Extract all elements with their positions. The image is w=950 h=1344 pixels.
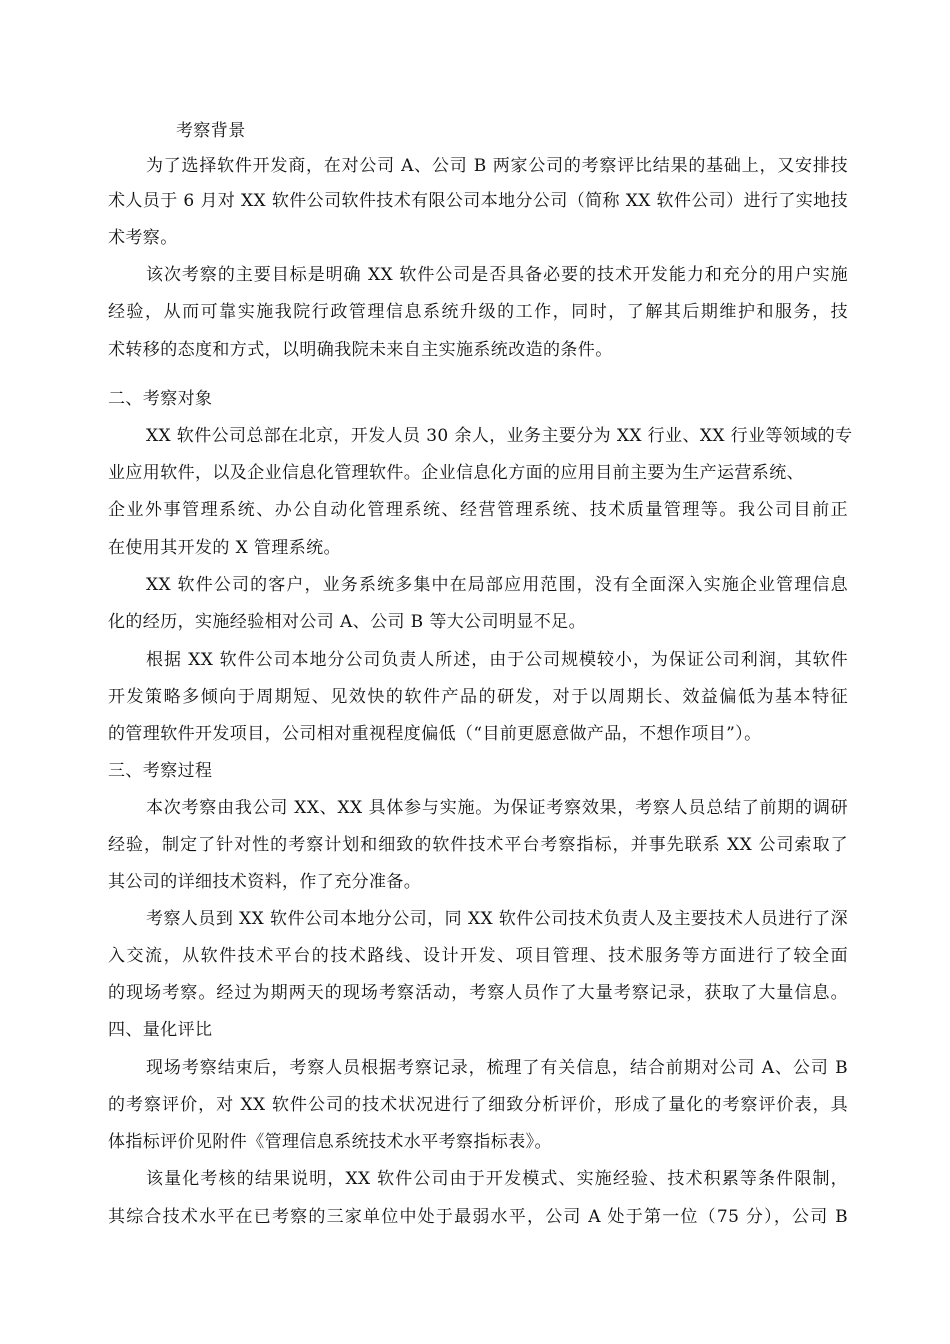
paragraph-line: 现场考察结束后，考察人员根据考察记录，梳理了有关信息，结合前期对公司 A、公司 B	[146, 1058, 848, 1078]
section-heading-process: 三、考察过程	[108, 761, 213, 781]
paragraph-line: 术人员于 6 月对 XX 软件公司软件技术有限公司本地分公司（简称 XX 软件公司）进行了实地技	[108, 191, 848, 211]
paragraph-line: 该次考察的主要目标是明确 XX 软件公司是否具备必要的技术开发能力和充分的用户实施	[146, 265, 848, 285]
paragraph-line: 为了选择软件开发商，在对公司 A、公司 B 两家公司的考察评比结果的基础上，又安排技	[146, 156, 848, 176]
section-heading-background: 考察背景	[176, 121, 246, 141]
paragraph-line: 该量化考核的结果说明，XX 软件公司由于开发模式、实施经验、技术积累等条件限制，	[146, 1169, 848, 1189]
paragraph-line: XX 软件公司的客户，业务系统多集中在局部应用范围，没有全面深入实施企业管理信息	[146, 575, 848, 595]
paragraph-line: 经验，从而可靠实施我院行政管理信息系统升级的工作，同时，了解其后期维护和服务，技	[108, 302, 848, 322]
paragraph-line: 开发策略多倾向于周期短、见效快的软件产品的研发，对于以周期长、效益偏低为基本特征	[108, 687, 848, 707]
paragraph-line: 的现场考察。经过为期两天的现场考察活动，考察人员作了大量考察记录，获取了大量信息。	[108, 983, 848, 1003]
paragraph-line: 体指标评价见附件《管理信息系统技术水平考察指标表》。	[108, 1132, 552, 1152]
paragraph-line: 经验，制定了针对性的考察计划和细致的软件技术平台考察指标，并事先联系 XX 公司索取了	[108, 835, 848, 855]
paragraph-line: 业应用软件，以及企业信息化管理软件。企业信息化方面的应用目前主要为生产运营系统、	[108, 463, 804, 483]
paragraph-line: 其综合技术水平在已考察的三家单位中处于最弱水平，公司 A 处于第一位（75 分），公司 B	[108, 1207, 848, 1227]
paragraph-line: 本次考察由我公司 XX、XX 具体参与实施。为保证考察效果，考察人员总结了前期的调研	[146, 798, 848, 818]
paragraph-line: 根据 XX 软件公司本地分公司负责人所述，由于公司规模较小，为保证公司利润，其软件	[146, 650, 848, 670]
paragraph-line: 的管理软件开发项目，公司相对重视程度偏低（“目前更愿意做产品，不想作项目”）。	[108, 724, 762, 744]
paragraph-line: 企业外事管理系统、办公自动化管理系统、经营管理系统、技术质量管理等。我公司目前正	[108, 500, 848, 520]
paragraph-line: 考察人员到 XX 软件公司本地分公司，同 XX 软件公司技术负责人及主要技术人员进行了深	[146, 909, 848, 929]
paragraph-line: 术转移的态度和方式，以明确我院未来自主实施系统改造的条件。	[108, 340, 613, 360]
paragraph-line: 在使用其开发的 X 管理系统。	[108, 538, 341, 558]
paragraph-line: 其公司的详细技术资料，作了充分准备。	[108, 872, 422, 892]
section-heading-objects: 二、考察对象	[108, 389, 213, 409]
paragraph-line: XX 软件公司总部在北京，开发人员 30 余人，业务主要分为 XX 行业、XX 行业等领域的专	[146, 426, 853, 446]
paragraph-line: 术考察。	[108, 228, 178, 248]
paragraph-line: 的考察评价，对 XX 软件公司的技术状况进行了细致分析评价，形成了量化的考察评价表，具	[108, 1095, 848, 1115]
section-heading-evaluation: 四、量化评比	[108, 1020, 213, 1040]
paragraph-line: 入交流，从软件技术平台的技术路线、设计开发、项目管理、技术服务等方面进行了较全面	[108, 946, 848, 966]
paragraph-line: 化的经历，实施经验相对公司 A、公司 B 等大公司明显不足。	[108, 612, 586, 632]
